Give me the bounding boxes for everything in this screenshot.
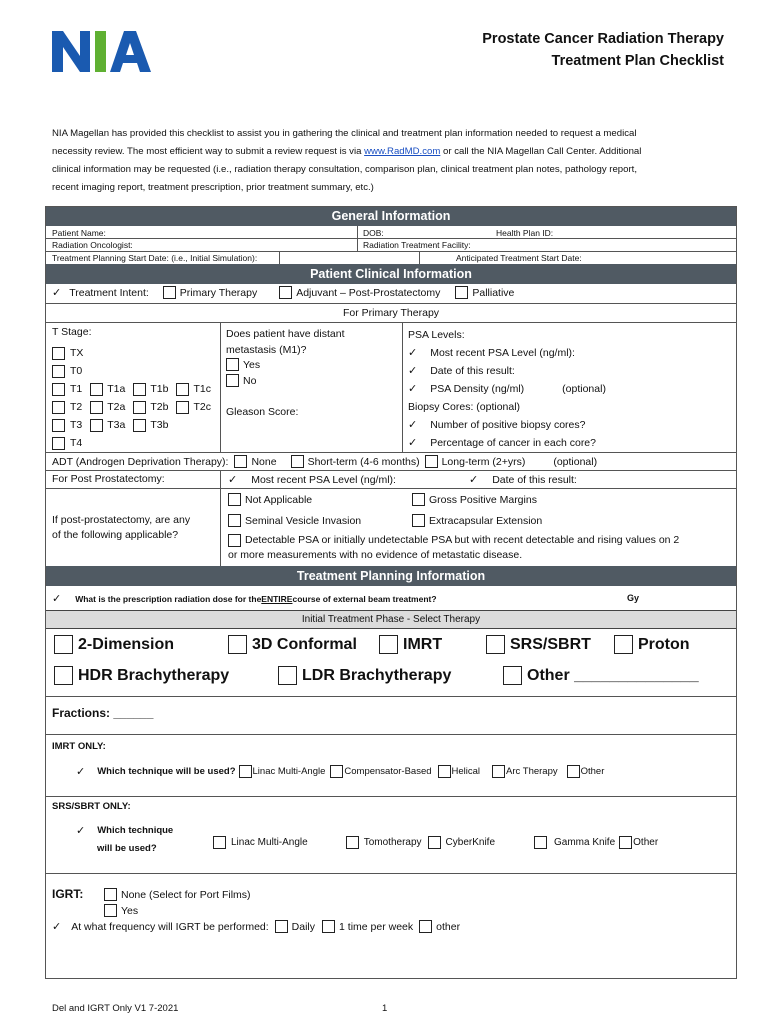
metastasis-q-line: metastasis (M1)? xyxy=(226,344,307,356)
srs-gammaknife-checkbox[interactable] xyxy=(534,836,547,849)
page-number: 1 xyxy=(382,1003,388,1014)
seminal-checkbox[interactable] xyxy=(228,514,241,527)
t2c-label: T2c xyxy=(193,401,211,413)
gross-margins-checkbox[interactable] xyxy=(412,493,425,506)
dose-question-row xyxy=(52,592,437,605)
adt-row xyxy=(52,455,597,468)
imrt-question: Which technique will be used? xyxy=(97,766,236,777)
t1c-label: T1c xyxy=(193,383,211,395)
igrt-weekly-label: 1 time per week xyxy=(339,920,414,933)
therapy-hdr-label: HDR Brachytherapy xyxy=(78,666,230,684)
t1-checkbox[interactable] xyxy=(52,383,65,396)
t1b-label: T1b xyxy=(150,383,169,395)
t3b-checkbox[interactable] xyxy=(133,419,146,432)
imrt-linac-label: Linac Multi-Angle xyxy=(252,766,326,777)
intro-line: recent imaging report, treatment prescription, prior treatment summary, etc.) xyxy=(52,182,374,193)
detectable-psa-row xyxy=(228,533,679,563)
adjuvant-label: Adjuvant – Post-Prostatectomy xyxy=(296,286,441,299)
tx-checkbox[interactable] xyxy=(52,347,65,360)
check-icon: ✓ xyxy=(228,474,238,486)
therapy-imrt-checkbox[interactable] xyxy=(379,635,398,654)
imrt-compensator-checkbox[interactable] xyxy=(330,765,343,778)
intro-line: clinical information may be requested (i.e., radiation therapy consultation, comparison plan, clinical treatment plan notes, pathology report, xyxy=(52,164,638,175)
igrt-other-label: other xyxy=(436,920,461,933)
nia-logo-icon xyxy=(50,28,155,74)
srs-cyberknife-checkbox[interactable] xyxy=(428,836,441,849)
post-q-line: If post-prostatectomy, are any xyxy=(52,514,191,526)
t2b-checkbox[interactable] xyxy=(133,401,146,414)
therapy-srs-label: SRS/SBRT xyxy=(510,635,591,653)
therapy-proton xyxy=(614,635,690,654)
metastasis-q-line: Does patient have distant xyxy=(226,328,345,340)
srs-cyberknife-label: CyberKnife xyxy=(445,837,495,848)
general-info-header: General Information xyxy=(46,207,736,226)
check-icon: ✓ xyxy=(408,437,418,449)
metastasis-yes-row xyxy=(226,358,260,371)
biopsy-positive-field[interactable]: Number of positive biopsy cores? xyxy=(430,419,586,431)
radmd-link[interactable]: www.RadMD.com xyxy=(364,146,441,157)
igrt-frequency-question: At what frequency will IGRT be performed: xyxy=(71,920,269,933)
gleason-score-field[interactable]: Gleason Score: xyxy=(226,406,299,418)
t-stage-options xyxy=(52,344,211,452)
srs-only-label: SRS/SBRT ONLY: xyxy=(52,801,131,812)
metastasis-no-row xyxy=(226,374,256,387)
post-date-row xyxy=(469,473,577,486)
no-label: No xyxy=(243,374,257,387)
therapy-3d-checkbox[interactable] xyxy=(228,635,247,654)
t0-label: T0 xyxy=(70,365,83,377)
check-icon: ✓ xyxy=(408,383,418,395)
intro-text: necessity review. The most efficient way to submit a review request is via xyxy=(52,146,365,157)
igrt-none-checkbox[interactable] xyxy=(104,888,117,901)
psa-recent-field[interactable]: Most recent PSA Level (ng/ml): xyxy=(430,347,575,359)
radiation-oncologist-field[interactable]: Radiation Oncologist: xyxy=(52,240,133,250)
adt-none-checkbox[interactable] xyxy=(234,455,247,468)
initial-phase-header: Initial Treatment Phase - Select Therapy xyxy=(46,610,736,629)
therapy-srs xyxy=(486,635,591,654)
therapy-other-checkbox[interactable] xyxy=(503,666,522,685)
t3-label: T3 xyxy=(70,419,83,431)
health-plan-id-field[interactable]: Health Plan ID: xyxy=(496,228,554,238)
psa-density-field[interactable]: PSA Density (ng/ml) xyxy=(430,383,525,395)
seminal-row xyxy=(228,514,361,527)
therapy-imrt xyxy=(379,635,442,654)
t1-label: T1 xyxy=(70,383,83,395)
extracapsular-row xyxy=(412,514,542,527)
optional-label: (optional) xyxy=(553,455,598,468)
imrt-other-label: Other xyxy=(580,766,605,777)
igrt-daily-label: Daily xyxy=(291,920,316,933)
igrt-other-checkbox[interactable] xyxy=(419,920,432,933)
therapy-3d-label: 3D Conformal xyxy=(252,635,357,653)
biopsy-percent-field[interactable]: Percentage of cancer in each core? xyxy=(430,437,596,449)
adt-label: ADT (Androgen Deprivation Therapy): xyxy=(52,455,229,468)
t1c-checkbox[interactable] xyxy=(176,383,189,396)
dose-question-entire: ENTIRE xyxy=(261,593,293,604)
adt-none-label: None xyxy=(251,455,277,468)
srs-question-line1: Which technique xyxy=(97,825,174,836)
nia-logo xyxy=(50,28,155,74)
yes-label: Yes xyxy=(243,358,261,371)
check-icon: ✓ xyxy=(469,474,479,486)
t0-checkbox[interactable] xyxy=(52,365,65,378)
dob-field[interactable]: DOB: xyxy=(363,228,384,238)
check-icon: ✓ xyxy=(76,825,86,837)
igrt-yes-checkbox[interactable] xyxy=(104,904,117,917)
optional-label: (optional) xyxy=(562,383,606,395)
imrt-linac-checkbox[interactable] xyxy=(239,765,252,778)
imrt-arc-label: Arc Therapy xyxy=(506,766,558,777)
srs-technique-row xyxy=(76,824,173,837)
srs-tomo-label: Tomotherapy xyxy=(363,837,422,848)
patient-name-field[interactable]: Patient Name: xyxy=(52,228,106,238)
extracapsular-label: Extracapsular Extension xyxy=(429,514,543,527)
gy-field[interactable]: Gy xyxy=(627,593,640,603)
check-icon: ✓ xyxy=(408,347,418,359)
post-psa-row xyxy=(228,473,396,486)
igrt-frequency-row xyxy=(52,920,460,933)
title-line-1: Prostate Cancer Radiation Therapy xyxy=(482,31,724,47)
adjuvant-checkbox[interactable] xyxy=(279,286,292,299)
igrt-label: IGRT: xyxy=(52,887,84,901)
t1a-label: T1a xyxy=(107,383,126,395)
not-applicable-row xyxy=(228,493,312,506)
post-question xyxy=(52,513,190,543)
igrt-none-label: None (Select for Port Films) xyxy=(121,888,251,901)
t4-label: T4 xyxy=(70,437,83,449)
t1a-checkbox[interactable] xyxy=(90,383,103,396)
not-applicable-label: Not Applicable xyxy=(245,493,313,506)
dose-question-text: course of external beam treatment? xyxy=(292,593,437,604)
therapy-ldr-checkbox[interactable] xyxy=(278,666,297,685)
check-icon: ✓ xyxy=(76,766,86,778)
therapy-other xyxy=(503,666,699,685)
srs-other-checkbox[interactable] xyxy=(619,836,632,849)
srs-other-label: Other xyxy=(633,837,659,848)
palliative-checkbox[interactable] xyxy=(455,286,468,299)
t3a-label: T3a xyxy=(107,419,126,431)
t3a-checkbox[interactable] xyxy=(90,419,103,432)
treatment-intent-label: Treatment Intent: xyxy=(69,286,149,299)
imrt-helical-label: Helical xyxy=(451,766,481,777)
primary-therapy-checkbox[interactable] xyxy=(163,286,176,299)
intro-paragraph xyxy=(52,125,732,197)
t2-label: T2 xyxy=(70,401,83,413)
post-q-line: of the following applicable? xyxy=(52,529,179,541)
treatment-intent-row xyxy=(52,286,514,299)
t2b-label: T2b xyxy=(150,401,169,413)
detectable-line: or more measurements with no evidence of metastatic disease. xyxy=(228,549,523,561)
adt-long-checkbox[interactable] xyxy=(425,455,438,468)
intro-line: NIA Magellan has provided this checklist to assist you in gathering the clinical and treatment plan information needed to request a medical xyxy=(52,128,637,139)
imrt-helical-checkbox[interactable] xyxy=(438,765,451,778)
t2-checkbox[interactable] xyxy=(52,401,65,414)
not-applicable-checkbox[interactable] xyxy=(228,493,241,506)
t-stage-label: T Stage: xyxy=(52,326,92,338)
t1b-checkbox[interactable] xyxy=(133,383,146,396)
srs-question-line2: will be used? xyxy=(97,843,157,854)
page-title xyxy=(482,28,724,72)
srs-tomo-checkbox[interactable] xyxy=(346,836,359,849)
imrt-other-checkbox[interactable] xyxy=(567,765,580,778)
gross-margins-row xyxy=(412,493,537,506)
detectable-line: Detectable PSA or initially undetectable PSA but with recent detectable and rising values on 2 xyxy=(245,534,680,546)
metastasis-no-checkbox[interactable] xyxy=(226,374,239,387)
therapy-srs-checkbox[interactable] xyxy=(486,635,505,654)
seminal-label: Seminal Vesicle Invasion xyxy=(245,514,362,527)
psa-section xyxy=(408,326,606,452)
psa-date-field[interactable]: Date of this result: xyxy=(430,365,515,377)
gross-margins-label: Gross Positive Margins xyxy=(429,493,537,506)
therapy-hdr-checkbox[interactable] xyxy=(54,666,73,685)
adt-short-label: Short-term (4-6 months) xyxy=(307,455,420,468)
therapy-ldr xyxy=(278,666,451,685)
for-primary-therapy-heading: For Primary Therapy xyxy=(342,307,440,319)
treatment-planning-header: Treatment Planning Information xyxy=(46,566,736,586)
biopsy-label: Biopsy Cores: (optional) xyxy=(408,401,521,413)
check-icon: ✓ xyxy=(408,365,418,377)
clinical-info-header: Patient Clinical Information xyxy=(46,264,736,284)
imrt-technique-row xyxy=(76,765,604,778)
therapy-proton-label: Proton xyxy=(638,635,690,653)
adt-short-checkbox[interactable] xyxy=(291,455,304,468)
igrt-weekly-checkbox[interactable] xyxy=(322,920,335,933)
primary-therapy-label: Primary Therapy xyxy=(179,286,258,299)
detectable-psa-checkbox[interactable] xyxy=(228,534,241,547)
post-date-field[interactable]: Date of this result: xyxy=(492,473,577,486)
checklist-form xyxy=(45,206,737,979)
check-icon: ✓ xyxy=(52,593,62,605)
igrt-yes-label: Yes xyxy=(121,904,139,917)
t3-checkbox[interactable] xyxy=(52,419,65,432)
check-icon: ✓ xyxy=(52,921,62,933)
t2c-checkbox[interactable] xyxy=(176,401,189,414)
therapy-proton-checkbox[interactable] xyxy=(614,635,633,654)
planning-start-field[interactable]: Treatment Planning Start Date: (i.e., Initial Simulation): xyxy=(52,253,258,263)
dose-question-text: What is the prescription radiation dose for the xyxy=(75,593,262,604)
igrt-yes-row xyxy=(104,904,138,917)
srs-gammaknife-label: Gamma Knife xyxy=(554,837,616,848)
t3b-label: T3b xyxy=(150,419,169,431)
therapy-hdr xyxy=(54,666,229,685)
t4-checkbox[interactable] xyxy=(52,437,65,450)
igrt-daily-checkbox[interactable] xyxy=(275,920,288,933)
therapy-2d-label: 2-Dimension xyxy=(78,635,175,653)
tx-label: TX xyxy=(70,347,84,359)
facility-field[interactable]: Radiation Treatment Facility: xyxy=(363,240,471,250)
srs-linac-label: Linac Multi-Angle xyxy=(231,837,308,848)
adt-long-label: Long-term (2+yrs) xyxy=(441,455,526,468)
srs-linac-checkbox[interactable] xyxy=(213,836,226,849)
therapy-3d xyxy=(228,635,357,654)
therapy-imrt-label: IMRT xyxy=(403,635,443,653)
metastasis-question xyxy=(226,326,345,358)
check-icon: ✓ xyxy=(52,287,62,299)
metastasis-yes-checkbox[interactable] xyxy=(226,358,239,371)
therapy-other-label: Other ______________ xyxy=(527,666,699,684)
therapy-2d-checkbox[interactable] xyxy=(54,635,73,654)
intro-line xyxy=(52,143,732,161)
extracapsular-checkbox[interactable] xyxy=(412,514,425,527)
t2a-label: T2a xyxy=(107,401,126,413)
post-prostatectomy-label: For Post Prostatectomy: xyxy=(52,473,165,485)
therapy-2d xyxy=(54,635,174,654)
psa-levels-label: PSA Levels: xyxy=(408,329,465,341)
therapy-ldr-label: LDR Brachytherapy xyxy=(302,666,452,684)
t2a-checkbox[interactable] xyxy=(90,401,103,414)
imrt-only-label: IMRT ONLY: xyxy=(52,741,106,752)
imrt-compensator-label: Compensator-Based xyxy=(344,766,432,777)
footer-version: Del and IGRT Only V1 7-2021 xyxy=(52,1003,179,1014)
fractions-field[interactable]: Fractions: ______ xyxy=(52,706,154,720)
palliative-label: Palliative xyxy=(472,286,515,299)
title-line-2: Treatment Plan Checklist xyxy=(551,53,724,69)
imrt-arc-checkbox[interactable] xyxy=(492,765,505,778)
igrt-none-row xyxy=(104,888,251,901)
anticipated-start-field[interactable]: Anticipated Treatment Start Date: xyxy=(456,253,582,263)
check-icon: ✓ xyxy=(408,419,418,431)
intro-text: or call the NIA Magellan Call Center. Additional xyxy=(440,146,642,157)
post-psa-field[interactable]: Most recent PSA Level (ng/ml): xyxy=(251,473,396,486)
srs-options-row xyxy=(213,836,658,849)
